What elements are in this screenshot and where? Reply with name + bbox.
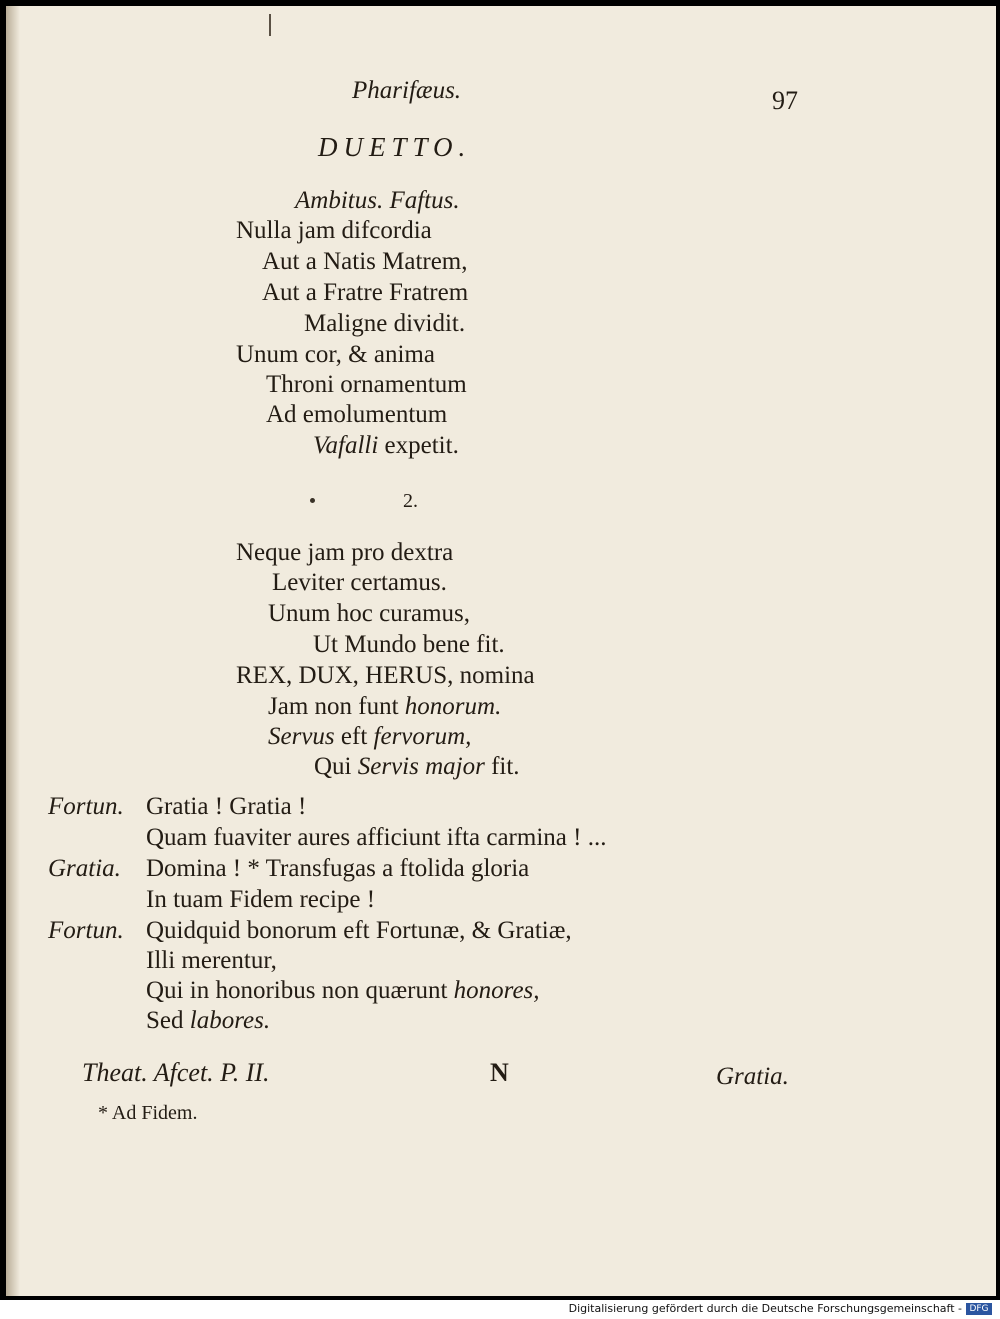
verse-line: Leviter certamus. bbox=[272, 569, 447, 596]
dialogue-run: Sed bbox=[146, 1007, 190, 1034]
page-number: 97 bbox=[772, 86, 798, 115]
verse-line: Aut a Natis Matrem, bbox=[262, 248, 468, 275]
speaker-label: Fortun. bbox=[48, 917, 124, 944]
signature-mark: N bbox=[490, 1058, 509, 1087]
verse-run: Qui bbox=[314, 753, 358, 780]
dialogue-line: Gratia ! Gratia ! bbox=[146, 793, 307, 820]
catchword: Gratia. bbox=[716, 1063, 789, 1090]
book-page bbox=[6, 6, 996, 1296]
book-reference: Theat. Afcet. P. II. bbox=[82, 1058, 270, 1087]
dialogue-run: honores, bbox=[453, 977, 540, 1004]
running-header-title: Pharifæus. bbox=[352, 77, 462, 104]
footnote: * Ad Fidem. bbox=[98, 1102, 198, 1124]
verse-line bbox=[314, 752, 520, 782]
verse-run: Vafalli bbox=[313, 432, 379, 459]
verse-run: Jam non funt bbox=[268, 693, 405, 720]
verse-run: fit. bbox=[484, 753, 520, 780]
verse-line: Maligne dividit. bbox=[304, 310, 466, 337]
speaker-ambitus: Ambitus. bbox=[295, 187, 384, 214]
dialogue-line bbox=[146, 976, 540, 1006]
verse-line: Ut Mundo bene fit. bbox=[313, 631, 505, 658]
dialogue-line: Domina ! * Transfugas a ftolida gloria bbox=[146, 855, 530, 882]
margin-mark bbox=[269, 14, 271, 36]
section-heading: DUETTO. bbox=[318, 132, 472, 162]
verse-line bbox=[268, 722, 471, 752]
dfg-logo-icon: DFG bbox=[966, 1303, 992, 1315]
verse-run: expetit. bbox=[378, 432, 459, 459]
dialogue-line: Illi merentur, bbox=[146, 947, 277, 974]
stray-dot bbox=[310, 498, 315, 503]
speaker-label: Fortun. bbox=[48, 793, 124, 820]
credit-bar bbox=[0, 1300, 1000, 1319]
digitization-credit: Digitalisierung gefördert durch die Deutsche Forschungsgemeinschaft - bbox=[568, 1302, 962, 1315]
verse-line: Unum hoc curamus, bbox=[268, 600, 471, 627]
verse-line: Throni ornamentum bbox=[266, 371, 467, 398]
verse-run: fervorum, bbox=[373, 723, 472, 750]
dialogue-line: In tuam Fidem recipe ! bbox=[146, 886, 376, 913]
verse-line: Ad emolumentum bbox=[266, 401, 448, 428]
dialogue-run: labores. bbox=[189, 1007, 271, 1034]
verse-run: eft bbox=[334, 723, 374, 750]
verse-line bbox=[268, 692, 501, 722]
dialogue-run: Qui in honoribus non quærunt bbox=[146, 977, 454, 1004]
verse-line: Neque jam pro dextra bbox=[236, 539, 454, 566]
dialogue-line: Quam fuaviter aures afficiunt ifta carmina ! ... bbox=[146, 824, 607, 851]
verse-line: Nulla jam difcordia bbox=[236, 217, 432, 244]
verse-line: Aut a Fratre Fratrem bbox=[262, 279, 469, 306]
speaker-label: Gratia. bbox=[48, 855, 121, 882]
dialogue-line: Quidquid bonorum eft Fortunæ, & Gratiæ, bbox=[146, 917, 572, 944]
verse-line: REX, DUX, HERUS, nomina bbox=[236, 662, 535, 689]
speaker-fastus: Faftus. bbox=[389, 187, 460, 214]
duet-speakers-line bbox=[295, 186, 460, 216]
verse-line bbox=[313, 431, 459, 461]
verse-run: Servis major bbox=[357, 753, 485, 780]
verse-run: honorum. bbox=[404, 693, 502, 720]
stanza-number: 2. bbox=[403, 490, 418, 512]
verse-run: Servus bbox=[268, 723, 335, 750]
verse-line: Unum cor, & anima bbox=[236, 341, 435, 368]
dialogue-line bbox=[146, 1006, 270, 1036]
